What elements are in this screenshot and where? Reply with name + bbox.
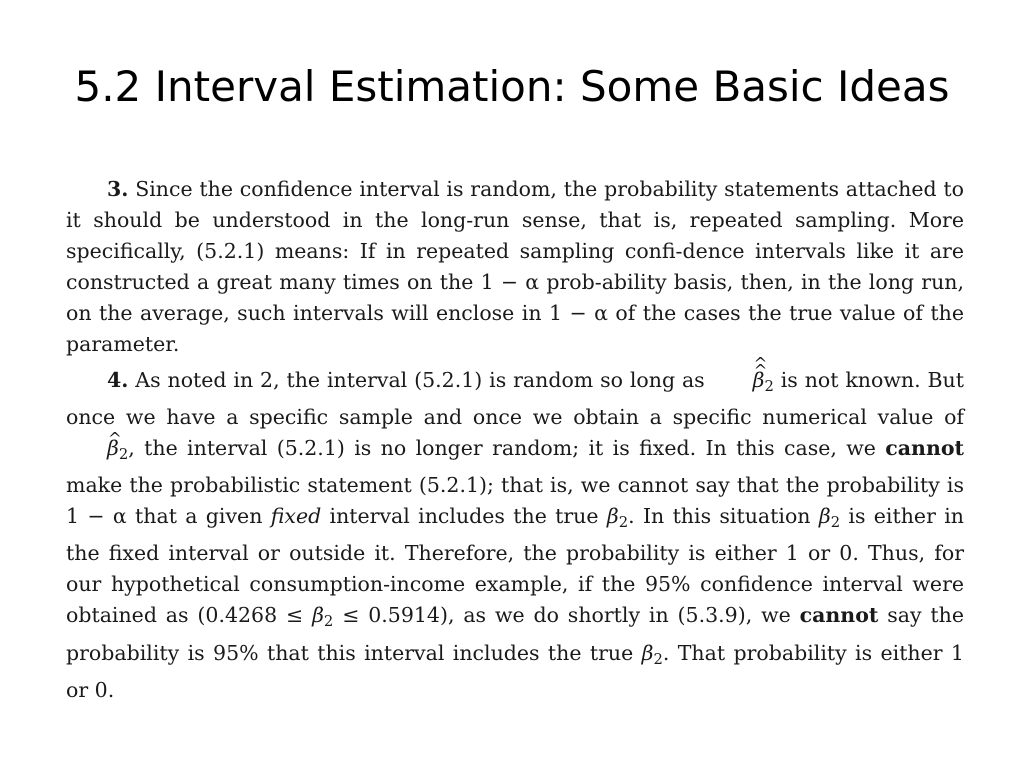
text-segment: interval includes the true <box>329 504 599 529</box>
text-segment: As noted in 2, the interval (5.2.1) is random so long as <box>135 368 705 392</box>
slide-title: 5.2 Interval Estimation: Some Basic Ideas <box>74 62 950 111</box>
emphasis-cannot: cannot <box>885 436 964 461</box>
paragraph-text: Since the confidence interval is random, the probability statements attached to it should be understood in the long-run sense, that is, repeated sampling. More specifically, (5.2.1) means: If in repeated sampling confi-dence intervals like it are constructed a great many times on the 1 − α prob-ability basis, then, in the long run, on the average, such intervals will enclose in 1 − α of the cases the true value of the parameter. <box>66 177 964 356</box>
beta2-symbol: $\beta_2$ <box>606 504 629 532</box>
emphasis-cannot: cannot <box>799 603 879 628</box>
text-segment: is not known. But once we have a specific sample and once we obtain a specific numerical value of <box>66 368 964 430</box>
paragraph-3 <box>66 174 964 360</box>
text-segment: , the interval (5.2.1) is no longer random; it is fixed. In this case, we <box>128 436 876 461</box>
paragraph-4 <box>66 365 964 706</box>
text-segment: ≤ 0.5914), as we do shortly in (5.3.9), we <box>342 603 791 628</box>
paragraph-number: 4. <box>107 368 129 392</box>
beta2-symbol: $\beta_2$ <box>641 640 663 668</box>
beta2-hat: ^ $\beta_2$ <box>66 436 128 460</box>
textbook-excerpt <box>66 174 964 711</box>
text-segment: make the probabilistic statement (5.2.1); that is, we cannot say that the probability is 1 − α that a given <box>66 473 964 529</box>
text-segment: . That probability is either 1 or 0. <box>66 640 964 702</box>
text-segment: say the probability is 95% that this interval includes the true <box>66 603 964 665</box>
beta2-double-hat: ^ β $\^{}_2$ <box>712 368 774 392</box>
emphasis-fixed: fixed <box>270 504 322 529</box>
beta2-symbol: $\beta_2$ <box>312 603 334 631</box>
beta2-symbol: $\beta_2$ <box>818 504 841 532</box>
text-segment: . In this situation <box>628 504 811 529</box>
text-segment: is either in the fixed interval or outside it. Therefore, the probability is either 1 or 0. Thus, for our hypothetical consumption-income example, if the 95% confidence interval were obtained as (0.4268 ≤ <box>66 504 964 628</box>
paragraph-number: 3. <box>107 177 129 201</box>
